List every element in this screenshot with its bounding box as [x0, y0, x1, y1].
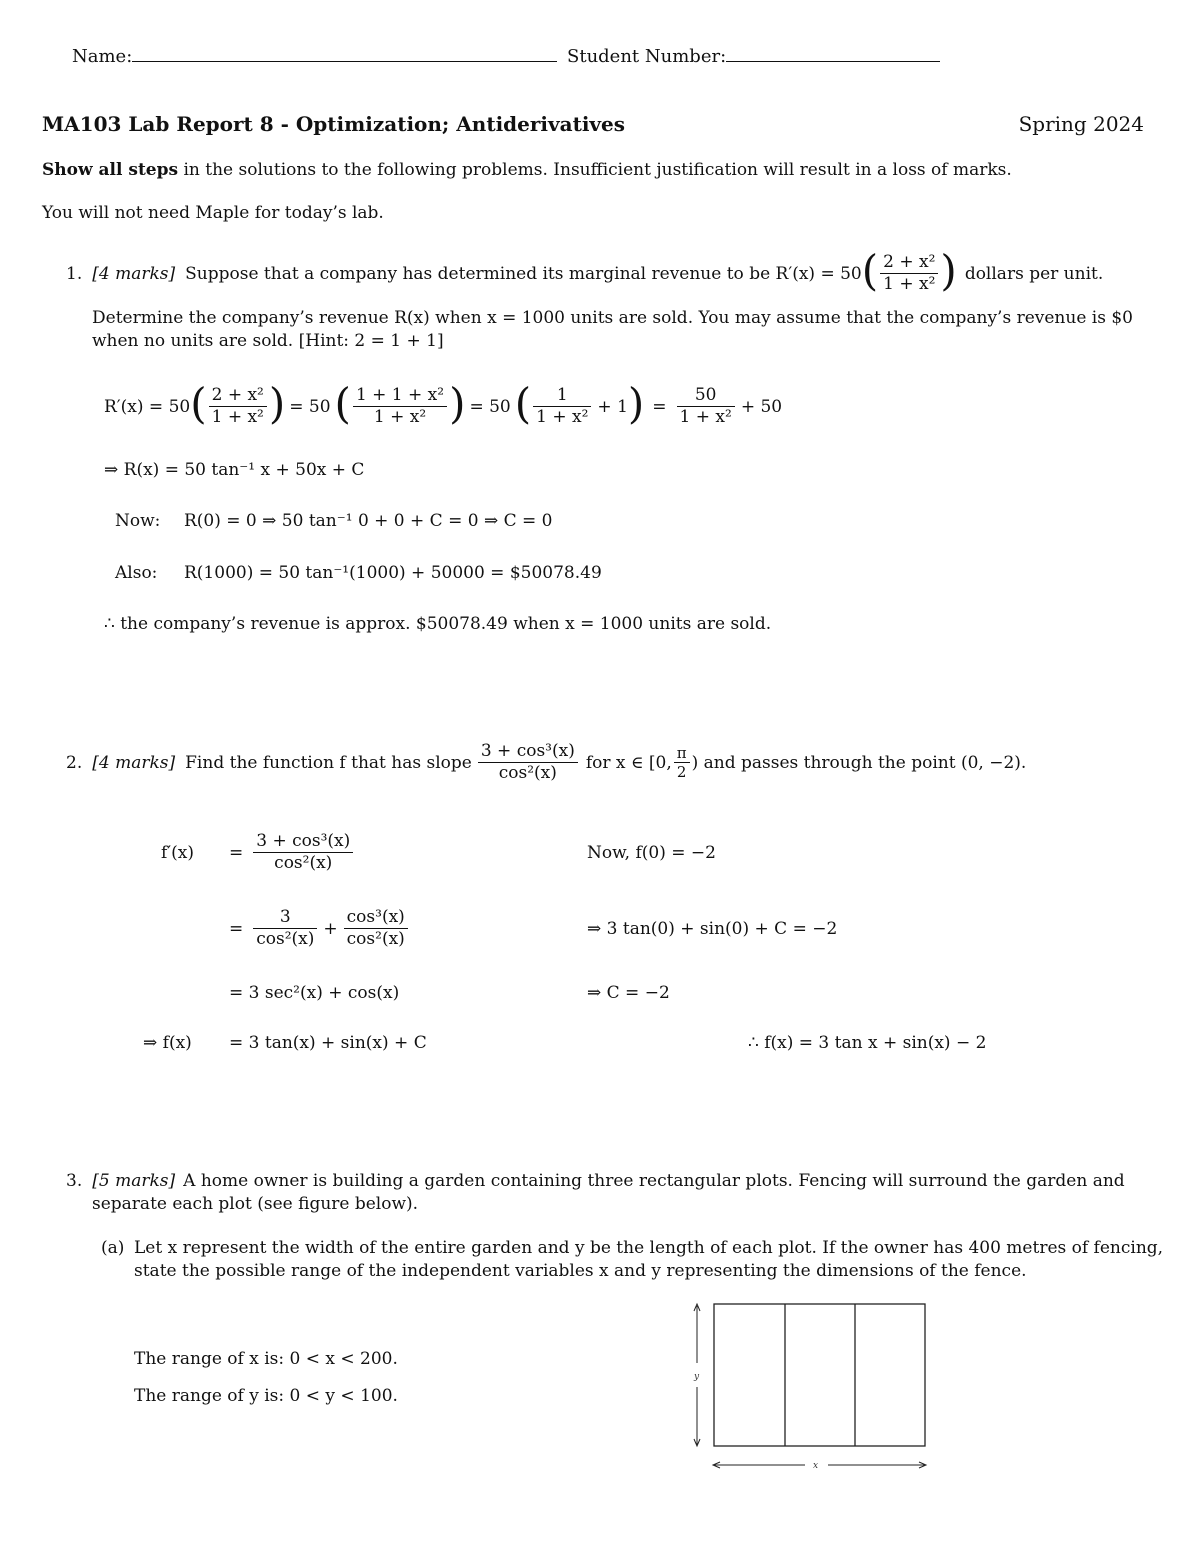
fraction [533, 386, 591, 428]
garden-outline [714, 1304, 925, 1446]
fraction [677, 386, 735, 428]
student-number-label: Student Number: [567, 46, 727, 67]
q2-prompt-a: Find the function f that has slope [185, 753, 472, 773]
fraction [209, 386, 267, 428]
q1-marginal-fraction [880, 253, 938, 295]
student-number-blank [726, 45, 940, 62]
q2-number: 2. [66, 753, 83, 773]
fraction-denominator: cos²(x) [344, 928, 408, 950]
q2-prompt-c: ) and passes through the point (0, −2). [691, 753, 1027, 773]
q3-part-a-label: (a) [101, 1238, 125, 1258]
figure-y-label: y [694, 1372, 700, 1382]
q3-range-x: The range of x is: 0 < x < 200. [134, 1349, 398, 1369]
q1-equation-line [104, 379, 783, 432]
q2-prompt [66, 738, 1026, 788]
q2-slope-fraction [478, 742, 578, 784]
pi-over-2-fraction [674, 745, 690, 782]
eq-part: + [323, 919, 338, 939]
q1-conclusion: ∴ the company’s revenue is approx. $50078.49 when x = 1000 units are sold. [104, 614, 772, 634]
fraction-denominator: 1 + x² [677, 406, 735, 428]
eq-part: = [229, 843, 244, 863]
fraction-denominator: cos²(x) [253, 852, 353, 874]
eq-part: = [229, 919, 244, 939]
q1-prompt [66, 246, 1104, 298]
eq-part: = 50 [289, 397, 331, 417]
fraction-denominator: 1 + x² [533, 406, 591, 428]
q3-marks: [5 marks] [92, 1171, 176, 1191]
q1-number: 1. [66, 264, 83, 284]
instructions-lead: Show all steps [42, 160, 179, 180]
paren-open: ( [190, 379, 207, 428]
q3-prompt [66, 1171, 1125, 1191]
fraction-denominator: 1 + x² [353, 406, 447, 428]
paren-open: ( [861, 246, 879, 295]
eq-lhs: R′(x) = 50 [104, 397, 191, 417]
fraction-numerator: π [676, 743, 687, 762]
eq-part: = 50 [469, 397, 511, 417]
q1-prompt-b: dollars per unit. [964, 264, 1104, 284]
fraction-numerator: 3 + cos³(x) [480, 741, 575, 762]
fraction-numerator: 3 [279, 907, 291, 928]
instructions [42, 160, 1012, 180]
maple-note: You will not need Maple for today’s lab. [42, 203, 384, 223]
q2-right-1: Now, f(0) = −2 [587, 843, 716, 863]
q2-marks: [4 marks] [92, 753, 176, 773]
q2-l1-lhs: f′(x) [161, 843, 195, 863]
fraction-numerator: 1 + 1 + x² [355, 385, 445, 406]
q2-right-3: ⇒ C = −2 [587, 983, 670, 1003]
fraction [253, 908, 317, 950]
fraction-denominator: 1 + x² [209, 406, 267, 428]
q3-line2: separate each plot (see figure below). [92, 1194, 419, 1214]
fraction-numerator: 50 [694, 385, 717, 406]
q2-right-4: ∴ f(x) = 3 tan x + sin(x) − 2 [748, 1033, 987, 1053]
paren-open: ( [334, 379, 351, 428]
q1-also-equation: R(1000) = 50 tan⁻¹(1000) + 50000 = $50078.49 [184, 563, 602, 583]
instructions-rest: in the solutions to the following problems. Insufficient justification will result in a loss of marks. [178, 160, 1012, 180]
paren-close: ) [627, 379, 645, 428]
q2-prompt-b: for x ∈ [0, [585, 753, 672, 773]
fraction-denominator: cos²(x) [253, 928, 317, 950]
student-number-field [567, 45, 940, 67]
paren-open: ( [514, 379, 532, 428]
fraction-numerator: cos³(x) [346, 907, 405, 928]
q3-part-a-line1: Let x represent the width of the entire garden and y be the length of each plot. If the owner has 400 metres of fencing, [134, 1238, 1164, 1258]
fraction [353, 386, 447, 428]
term: Spring 2024 [1018, 112, 1144, 136]
fraction-numerator: 3 + cos³(x) [256, 831, 351, 852]
name-label: Name: [72, 46, 133, 67]
q1-now-label: Now: [115, 511, 161, 531]
fraction-denominator: 1 + x² [880, 273, 938, 295]
q3-range-y: The range of y is: 0 < y < 100. [134, 1386, 398, 1406]
eq-part: + 50 [740, 397, 783, 417]
fraction-numerator: 2 + x² [883, 252, 936, 273]
figure-x-label: x [813, 1461, 819, 1471]
eq-part: + 1 [597, 397, 628, 417]
q1-prompt-a: Suppose that a company has determined its marginal revenue to be R′(x) = 50 [185, 264, 862, 284]
q2-line1 [229, 828, 355, 878]
q2-l4-rhs: = 3 tan(x) + sin(x) + C [229, 1033, 427, 1053]
fraction-numerator: 1 [556, 385, 568, 406]
fraction [253, 832, 353, 874]
q1-task-line2: when no units are sold. [Hint: 2 = 1 + 1] [92, 331, 444, 351]
q1-now-equation: R(0) = 0 ⇒ 50 tan⁻¹ 0 + 0 + C = 0 ⇒ C = 0 [184, 511, 553, 531]
q2-right-2: ⇒ 3 tan(0) + sin(0) + C = −2 [587, 919, 838, 939]
garden-figure [680, 1295, 940, 1475]
x-dimension-arrow [713, 1462, 926, 1468]
fraction [344, 908, 408, 950]
q2-line3: = 3 sec²(x) + cos(x) [229, 983, 400, 1003]
q3-line1: A home owner is building a garden containing three rectangular plots. Fencing will surround the garden and [183, 1171, 1125, 1191]
q3-part-a-line2: state the possible range of the independent variables x and y representing the dimensions of the fence. [134, 1261, 1027, 1281]
fraction-denominator: cos²(x) [478, 762, 578, 784]
q2-line2 [229, 904, 410, 954]
q2-l4-lhs: ⇒ f(x) [143, 1033, 192, 1053]
paren-close: ) [449, 379, 466, 428]
name-field [72, 45, 557, 67]
eq-part: = [652, 397, 667, 417]
q1-antiderivative: ⇒ R(x) = 50 tan⁻¹ x + 50x + C [104, 460, 365, 480]
page-title: MA103 Lab Report 8 - Optimization; Antiderivatives [42, 112, 626, 136]
paren-close: ) [940, 246, 957, 295]
q3-number: 3. [66, 1171, 83, 1191]
paren-close: ) [268, 379, 286, 428]
q1-marks: [4 marks] [92, 264, 176, 284]
fraction-denominator: 2 [674, 762, 690, 782]
q1-also-label: Also: [115, 563, 158, 583]
q1-task-line1: Determine the company’s revenue R(x) when x = 1000 units are sold. You may assume that the company’s revenue is $0 [92, 308, 1133, 328]
fraction-numerator: 2 + x² [211, 385, 264, 406]
name-blank [132, 45, 557, 62]
